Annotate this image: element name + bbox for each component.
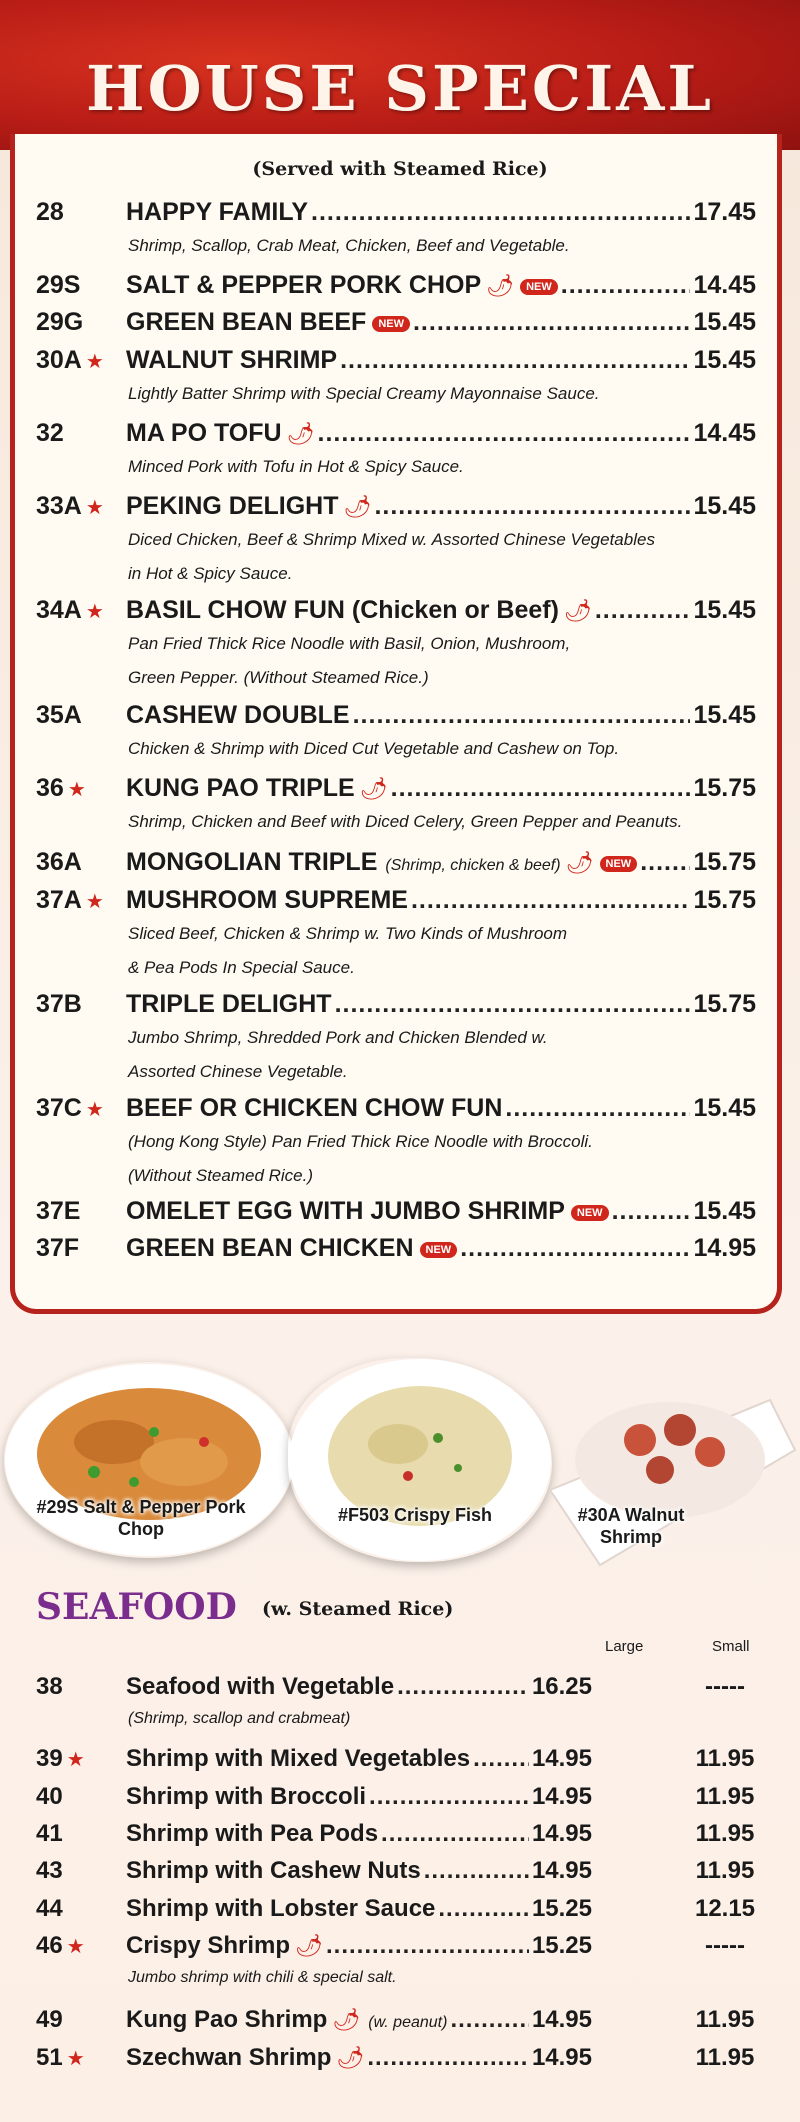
item-number: [36, 595, 104, 627]
item-name: Seafood with Vegetable: [126, 1673, 395, 1700]
item-number-text: 35A: [36, 701, 82, 729]
item-description: & Pea Pods In Special Sauce.: [128, 958, 355, 977]
item-line: [126, 307, 756, 337]
leader-dots: [340, 345, 690, 375]
item-price-large: 14.95: [531, 1820, 592, 1847]
item-number: [36, 491, 104, 523]
leader-dots: [311, 197, 690, 227]
item-number-text: 49: [36, 2006, 63, 2033]
item-number: [36, 1894, 63, 1924]
leader-dots: [438, 1894, 529, 1924]
item-line: [126, 2043, 592, 2073]
item-number-text: 34A: [36, 596, 82, 624]
item-number-text: 37E: [36, 1197, 81, 1225]
item-number: [36, 989, 82, 1019]
item-price: 15.75: [693, 886, 756, 914]
item-name: Shrimp with Cashew Nuts: [126, 1857, 421, 1884]
item-name: MUSHROOM SUPREME: [126, 886, 408, 914]
item-number-text: 38: [36, 1673, 63, 1700]
item-price: 17.45: [693, 198, 756, 226]
item-price-small: 12.15: [694, 1895, 756, 1922]
leader-dots: [413, 307, 690, 337]
item-subnote: (w. peanut): [368, 2014, 448, 2031]
photo-caption: #30A Walnut Shrimp: [577, 1505, 685, 1547]
item-subnote: (Shrimp, chicken & beef): [385, 857, 561, 874]
chili-pepper-icon: 🌶: [336, 2046, 365, 2071]
item-price-small: 11.95: [695, 1820, 755, 1847]
star-icon: ★: [85, 1099, 104, 1121]
item-price: 15.45: [693, 492, 756, 520]
item-number: [36, 1782, 63, 1812]
item-name: HAPPY FAMILY: [126, 198, 308, 226]
chili-pepper-icon: 🌶: [565, 851, 594, 876]
item-number: [36, 1093, 104, 1125]
item-number: [36, 197, 64, 227]
item-number-text: 29G: [36, 308, 84, 336]
new-badge: NEW: [571, 1205, 609, 1221]
item-number-text: 51: [36, 2044, 63, 2071]
item-number-text: 44: [36, 1895, 63, 1922]
item-description: Shrimp, Chicken and Beef with Diced Celery, Green Pepper and Peanuts.: [128, 812, 683, 831]
item-line: [126, 773, 756, 803]
leader-dots: [612, 1196, 691, 1226]
photo-caption: #F503 Crispy Fish: [337, 1505, 493, 1525]
star-icon: ★: [67, 779, 86, 801]
star-icon: ★: [66, 1749, 85, 1771]
item-number: [36, 885, 104, 917]
item-price-large: 14.95: [531, 1783, 592, 1810]
chili-pepper-icon: 🌶: [343, 495, 372, 520]
seafood-steamed-rice-note: (w. Steamed Rice): [262, 1598, 454, 1620]
item-name: GREEN BEAN BEEF: [126, 308, 367, 336]
seafood-item-row: [0, 2005, 800, 2035]
item-number: [36, 1931, 85, 1962]
seafood-item-row: [0, 1672, 800, 1702]
item-description: Green Pepper. (Without Steamed Rice.): [128, 668, 429, 687]
chili-pepper-icon: 🌶: [332, 2008, 361, 2033]
item-description: Jumbo shrimp with chili & special salt.: [128, 1969, 397, 1986]
item-price-small: 11.95: [695, 1783, 755, 1810]
item-description: Chicken & Shrimp with Diced Cut Vegetable and Cashew on Top.: [128, 739, 620, 758]
item-description: (Without Steamed Rice.): [128, 1166, 314, 1185]
new-badge: NEW: [372, 316, 410, 332]
item-number-text: 30A: [36, 346, 82, 374]
item-number-text: 43: [36, 1857, 63, 1884]
leader-dots: [381, 1819, 529, 1849]
photo-caption: #29S Salt & Pepper Pork Chop: [36, 1497, 246, 1539]
item-line: [126, 847, 756, 877]
item-price: 14.95: [693, 1234, 756, 1262]
leader-dots: [367, 2043, 529, 2073]
menu-item-row: [0, 418, 800, 448]
item-name: BEEF OR CHICKEN CHOW FUN: [126, 1094, 503, 1122]
menu-item-row: [0, 1093, 800, 1123]
seafood-item-row: [0, 1782, 800, 1812]
item-price: 15.45: [693, 346, 756, 374]
menu-item-row: [0, 773, 800, 803]
item-name: OMELET EGG WITH JUMBO SHRIMP: [126, 1197, 565, 1225]
item-number: [36, 307, 83, 337]
item-description: Minced Pork with Tofu in Hot & Spicy Sauce.: [128, 457, 464, 476]
item-number-text: 29S: [36, 271, 81, 299]
item-price: 15.45: [693, 308, 756, 336]
item-price: 14.45: [693, 419, 756, 447]
item-line: [126, 1782, 592, 1812]
menu-item-row: [0, 197, 800, 227]
item-price: 15.45: [693, 701, 756, 729]
item-number-text: 40: [36, 1783, 63, 1810]
item-name: SALT & PEPPER PORK CHOP: [126, 271, 482, 299]
item-description: Lightly Batter Shrimp with Special Creamy Mayonnaise Sauce.: [128, 384, 600, 403]
menu-item-row: [0, 307, 800, 337]
item-line: [126, 1196, 756, 1226]
leader-dots: [374, 491, 690, 521]
menu-item-row: [0, 1196, 800, 1226]
item-line: [126, 491, 756, 521]
item-number-text: 36A: [36, 848, 82, 876]
item-price: 14.45: [693, 271, 756, 299]
menu-item-row: [0, 700, 800, 730]
new-badge: NEW: [520, 279, 558, 295]
page-title: HOUSE SPECIAL: [86, 52, 714, 125]
leader-dots: [460, 1233, 690, 1263]
item-number: [36, 1672, 63, 1702]
star-icon: ★: [85, 601, 104, 623]
item-price: 15.75: [693, 990, 756, 1018]
item-name: CASHEW DOUBLE: [126, 701, 350, 729]
item-number-text: 39: [36, 1745, 63, 1772]
menu-item-row: [0, 491, 800, 521]
item-description: in Hot & Spicy Sauce.: [128, 564, 293, 583]
item-number-text: 37F: [36, 1234, 80, 1262]
column-header-small: Small: [712, 1638, 750, 1655]
leader-dots: [335, 989, 691, 1019]
item-price-small: -----: [705, 1673, 745, 1700]
item-price-small: 11.95: [695, 1857, 755, 1884]
leader-dots: [424, 1856, 529, 1886]
star-icon: ★: [66, 2048, 85, 2070]
item-number-text: 37B: [36, 990, 82, 1018]
chili-pepper-icon: 🌶: [563, 599, 592, 624]
item-name: Shrimp with Pea Pods: [126, 1820, 379, 1847]
item-line: [126, 885, 756, 915]
star-icon: ★: [85, 891, 104, 913]
item-line: [126, 1856, 592, 1886]
item-price-large: 14.95: [531, 2006, 592, 2033]
chili-pepper-icon: 🌶: [486, 274, 515, 299]
seafood-item-row: [0, 1856, 800, 1886]
leader-dots: [397, 1672, 529, 1702]
item-number: [36, 2043, 85, 2074]
menu-item-row: [0, 270, 800, 300]
item-name: Shrimp with Broccoli: [126, 1783, 367, 1810]
served-with-rice-note: (Served with Steamed Rice): [252, 158, 548, 180]
seafood-item-row: [0, 1931, 800, 1961]
column-header-large: Large: [605, 1638, 644, 1655]
menu-item-row: [0, 595, 800, 625]
seafood-item-row: [0, 2043, 800, 2073]
leader-dots: [595, 595, 691, 625]
item-number: [36, 1233, 79, 1263]
item-number: [36, 2005, 63, 2035]
item-name: Kung Pao Shrimp: [126, 2006, 328, 2033]
item-price-small: 11.95: [695, 2044, 755, 2071]
chili-pepper-icon: 🌶: [286, 422, 315, 447]
item-description: Jumbo Shrimp, Shredded Pork and Chicken Blended w.: [128, 1028, 548, 1047]
item-price: 15.75: [693, 774, 756, 802]
item-number: [36, 1744, 85, 1775]
item-line: [126, 197, 756, 227]
item-price-small: 11.95: [695, 1745, 755, 1772]
leader-dots: [561, 270, 691, 300]
star-icon: ★: [66, 1936, 85, 1958]
seafood-item-row: [0, 1894, 800, 1924]
chili-pepper-icon: 🌶: [359, 777, 388, 802]
item-line: [126, 700, 756, 730]
item-line: [126, 2005, 592, 2035]
item-number-text: 33A: [36, 492, 82, 520]
item-line: [126, 595, 756, 625]
item-number: [36, 270, 80, 300]
item-line: [126, 345, 756, 375]
leader-dots: [369, 1782, 529, 1812]
item-number: [36, 418, 64, 448]
new-badge: NEW: [600, 856, 638, 872]
item-line: [126, 1931, 592, 1961]
item-line: [126, 1744, 592, 1774]
item-name: Shrimp with Lobster Sauce: [126, 1895, 436, 1922]
menu-item-row: [0, 885, 800, 915]
item-description: Pan Fried Thick Rice Noodle with Basil, Onion, Mushroom,: [128, 634, 571, 653]
seafood-item-row: [0, 1744, 800, 1774]
item-number: [36, 700, 82, 730]
item-price-large: 15.25: [531, 1895, 592, 1922]
leader-dots: [353, 700, 691, 730]
item-line: [126, 989, 756, 1019]
item-line: [126, 418, 756, 448]
item-line: [126, 1233, 756, 1263]
item-name: KUNG PAO TRIPLE: [126, 774, 355, 802]
item-line: [126, 1819, 592, 1849]
star-icon: ★: [85, 351, 104, 373]
item-name: Szechwan Shrimp: [126, 2044, 332, 2071]
menu-item-row: [0, 989, 800, 1019]
item-name: TRIPLE DELIGHT: [126, 990, 332, 1018]
item-description: (Hong Kong Style) Pan Fried Thick Rice Noodle with Broccoli.: [128, 1132, 593, 1151]
item-line: [126, 1093, 756, 1123]
leader-dots: [391, 773, 691, 803]
menu-item-row: [0, 1233, 800, 1263]
leader-dots: [326, 1931, 529, 1961]
item-name: MONGOLIAN TRIPLE: [126, 848, 378, 876]
star-icon: ★: [85, 497, 104, 519]
item-description: Sliced Beef, Chicken & Shrimp w. Two Kinds of Mushroom: [128, 924, 568, 943]
item-number-text: 32: [36, 419, 64, 447]
item-number-text: 46: [36, 1932, 63, 1959]
item-number: [36, 345, 104, 377]
leader-dots: [318, 418, 691, 448]
item-number-text: 28: [36, 198, 64, 226]
item-price-large: 14.95: [531, 2044, 592, 2071]
item-name: MA PO TOFU: [126, 419, 282, 447]
item-number-text: 41: [36, 1820, 63, 1847]
item-description: Assorted Chinese Vegetable.: [128, 1062, 348, 1081]
item-price-small: 11.95: [695, 2006, 755, 2033]
item-price: 15.75: [693, 848, 756, 876]
item-number: [36, 1819, 63, 1849]
item-price: 15.45: [693, 596, 756, 624]
item-name: BASIL CHOW FUN (Chicken or Beef): [126, 596, 559, 624]
item-price: 15.45: [693, 1197, 756, 1225]
seafood-item-row: [0, 1819, 800, 1849]
item-number: [36, 847, 82, 877]
item-price-large: 14.95: [531, 1857, 592, 1884]
chili-pepper-icon: 🌶: [295, 1934, 323, 1959]
item-name: GREEN BEAN CHICKEN: [126, 1234, 414, 1262]
menu-item-row: [0, 847, 800, 877]
item-price-large: 16.25: [531, 1673, 592, 1700]
item-line: [126, 1894, 592, 1924]
item-description: (Shrimp, scallop and crabmeat): [128, 1710, 351, 1727]
item-line: [126, 270, 756, 300]
item-number-text: 37C: [36, 1094, 82, 1122]
leader-dots: [473, 1744, 529, 1774]
item-number: [36, 1856, 63, 1886]
item-description: Shrimp, Scallop, Crab Meat, Chicken, Beef and Vegetable.: [128, 236, 570, 255]
item-name: Shrimp with Mixed Vegetables: [126, 1745, 471, 1772]
item-number-text: 36: [36, 774, 64, 802]
item-price-small: -----: [705, 1932, 745, 1959]
leader-dots: [505, 1093, 690, 1123]
item-number: [36, 1196, 80, 1226]
menu-item-row: [0, 345, 800, 375]
leader-dots: [411, 885, 690, 915]
item-name: PEKING DELIGHT: [126, 492, 339, 520]
item-price: 15.45: [693, 1094, 756, 1122]
leader-dots: [450, 2005, 529, 2035]
crispy-fish-image: [288, 1358, 552, 1562]
item-name: Crispy Shrimp: [126, 1932, 291, 1959]
new-badge: NEW: [420, 1242, 458, 1258]
leader-dots: [640, 847, 690, 877]
item-price-large: 14.95: [531, 1745, 592, 1772]
item-line: [126, 1672, 592, 1702]
item-number: [36, 773, 86, 805]
header-banner: [0, 0, 800, 150]
item-price-large: 15.25: [531, 1932, 592, 1959]
item-description: Diced Chicken, Beef & Shrimp Mixed w. Assorted Chinese Vegetables: [128, 530, 655, 549]
item-number-text: 37A: [36, 886, 82, 914]
item-name: WALNUT SHRIMP: [126, 346, 338, 374]
seafood-section-title: SEAFOOD: [36, 1586, 237, 1628]
